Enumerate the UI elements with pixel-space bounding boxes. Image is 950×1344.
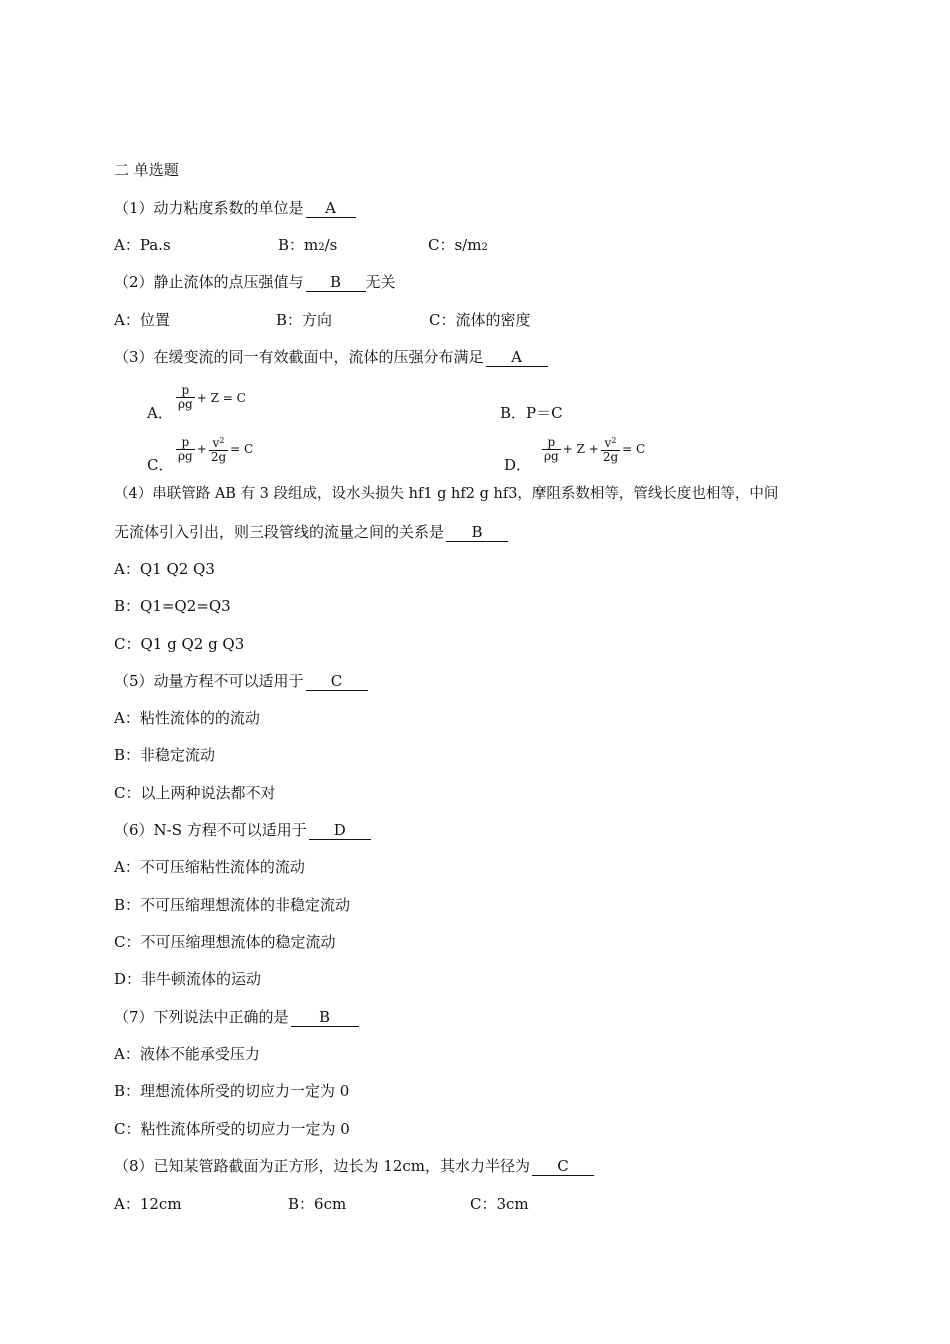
q6-option-b: B：不可压缩理想流体的非稳定流动 [114,896,351,914]
question-3 [114,347,548,367]
fraction-numerator-v [601,434,620,451]
q6-option-d: D：非牛顿流体的运动 [114,970,262,988]
formula-rest: + Z = C [196,390,246,405]
q2-option-c: C：流体的密度 [429,311,531,329]
fraction-denominator-2g: 2g [602,450,619,464]
formula-fraction-v [209,434,228,464]
fraction-denominator: ρg [178,448,193,463]
question-6-answer: D [309,822,371,840]
fraction-denominator-2g: 2g [210,450,227,464]
q5-option-b: B：非稳定流动 [114,746,216,764]
q5-option-c: C：以上两种说法都不对 [114,784,276,802]
fraction-numerator-v [209,434,228,451]
question-3-answer: A [486,349,548,367]
question-1 [114,198,356,218]
q3-option-c-label: C． [147,456,174,474]
question-1-answer: A [306,200,356,218]
question-3-stem: （3）在缓变流的同一有效截面中，流体的压强分布满足 [114,348,484,366]
v-exponent: 2 [611,436,617,445]
question-4-line-2 [114,522,508,542]
question-8-answer: C [532,1158,594,1176]
formula-plus: + [196,442,207,456]
question-4-line-1: （4）串联管路 AB 有 3 段组成，设水头损失 hf1 g hf2 g hf3，摩阻系数相等，管线长度也相等，中间 [114,486,779,502]
v-symbol: v [604,436,612,450]
q3-option-c-formula [176,434,255,464]
q7-option-b: B：理想流体所受的切应力一定为 0 [114,1082,350,1100]
question-4-stem: 无流体引入引出，则三段管线的流量之间的关系是 [114,523,445,541]
q3-option-b: B．P＝C [500,404,563,422]
fraction-denominator: ρg [178,397,193,411]
question-5-answer: C [306,673,368,691]
q8-option-a: A：12cm [114,1195,182,1213]
q1-option-b-unit: /s [324,236,338,254]
question-2-answer: B [306,274,366,292]
q2-option-a: A：位置 [114,311,170,329]
q1-option-a: A：Pa.s [114,236,171,254]
q3-option-a-formula [176,384,248,411]
v-exponent: 2 [219,436,225,445]
question-2 [114,272,396,292]
question-5-stem: （5）动量方程不可以适用于 [114,672,304,690]
formula-equals-c: = C [622,442,646,456]
fraction-numerator: p [176,436,195,450]
q2-option-b: B：方向 [276,311,333,329]
question-8-stem: （8）已知某管路截面为正方形，边长为 12cm，其水力半径为 [114,1157,531,1175]
q1-option-c [428,235,488,258]
q1-option-c-exp: 2 [481,242,488,253]
q3-option-d-label: D． [504,456,532,474]
question-4-answer: B [446,524,508,542]
question-7-stem: （7）下列说法中正确的是 [114,1008,289,1026]
question-2-tail: 无关 [365,273,396,291]
question-8 [114,1156,594,1176]
q1-option-b [278,235,337,258]
question-6 [114,820,371,840]
q7-option-a: A：液体不能承受压力 [114,1045,260,1063]
q4-option-b: B：Q1=Q2=Q3 [114,597,231,615]
question-5 [114,671,368,691]
q3-option-a-label: A． [147,404,173,422]
formula-fraction-v [601,434,620,464]
q8-option-c: C：3cm [470,1195,529,1213]
question-2-stem: （2）静止流体的点压强值与 [114,273,304,291]
section-title: 二 单选题 [114,161,179,179]
q1-option-c-text: C：s/m [428,236,482,254]
fraction-numerator: p [176,384,195,398]
q4-option-a: A：Q1 Q2 Q3 [114,560,215,578]
formula-fraction-p [542,436,561,463]
q6-option-a: A：不可压缩粘性流体的流动 [114,858,305,876]
v-symbol: v [212,436,220,450]
question-7-answer: B [291,1009,359,1027]
q7-option-c: C：粘性流体所受的切应力一定为 0 [114,1120,350,1138]
q1-option-b-exp: 2 [318,242,325,253]
q5-option-a: A：粘性流体的的流动 [114,709,260,727]
fraction-numerator: p [542,436,561,450]
q8-option-b: B：6cm [288,1195,347,1213]
formula-equals-c: = C [230,442,254,456]
formula-fraction [176,384,195,411]
formula-fraction-p [176,436,195,463]
question-1-stem: （1）动力粘度系数的单位是 [114,199,304,217]
q3-option-d-formula [542,434,647,464]
formula-plus-z: + Z + [562,442,599,456]
q1-option-b-text: B：m [278,236,319,254]
question-7 [114,1007,359,1027]
q6-option-c: C：不可压缩理想流体的稳定流动 [114,933,336,951]
fraction-denominator: ρg [544,448,559,463]
q4-option-c: C：Q1 g Q2 g Q3 [114,635,245,653]
question-6-stem: （6）N-S 方程不可以适用于 [114,821,307,839]
